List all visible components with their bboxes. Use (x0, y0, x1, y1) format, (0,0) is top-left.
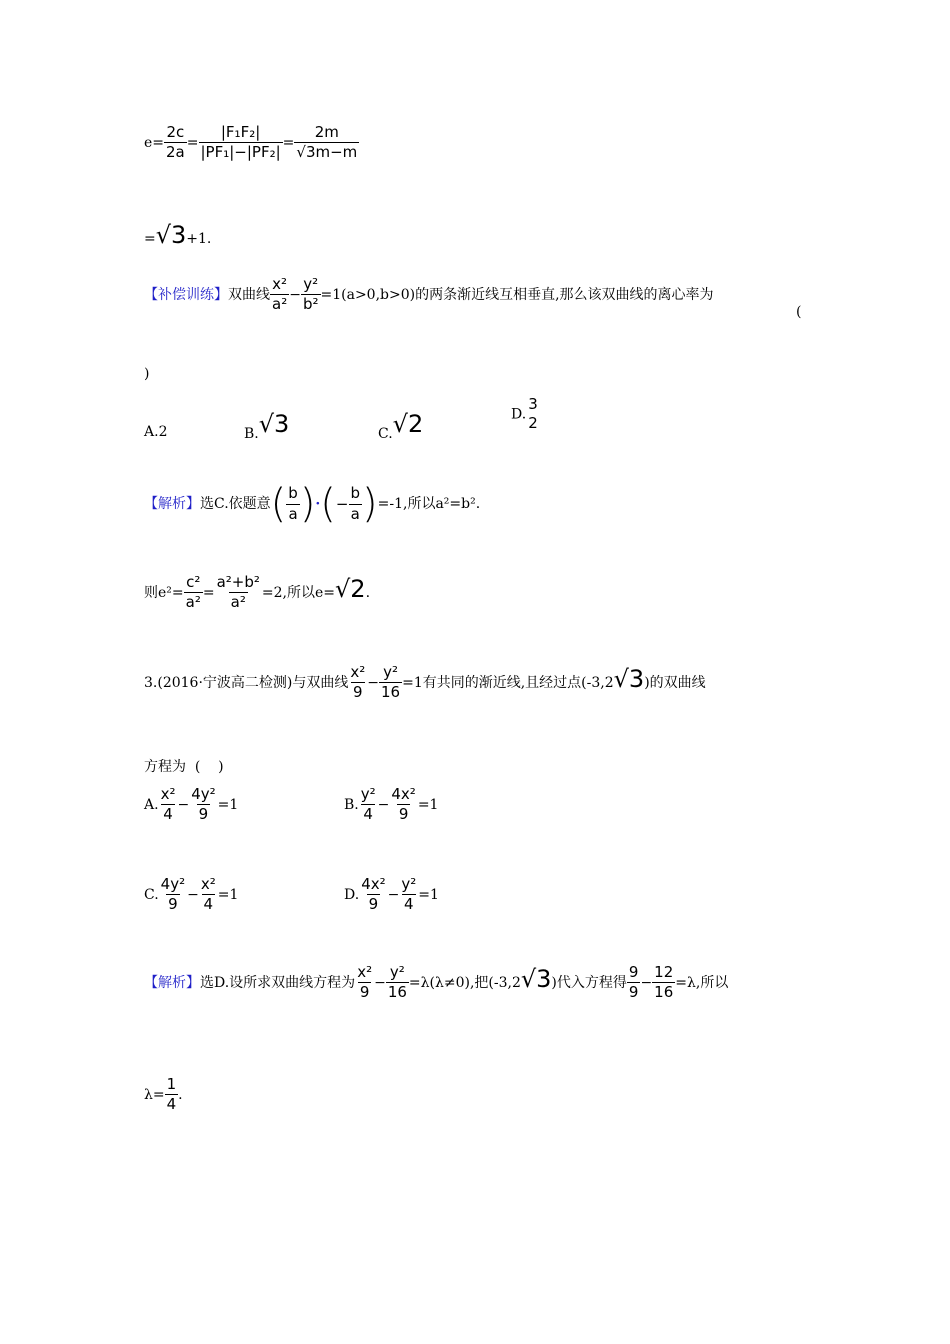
equals: = (202, 584, 215, 601)
denominator: 4 (166, 1095, 177, 1114)
numerator: a²+b² (216, 573, 260, 591)
option-label: C. (378, 426, 393, 442)
solution-text: 选D.设所求双曲线方程为 (200, 974, 356, 991)
fraction-a2b2-a2 (215, 574, 262, 612)
solution-3-line-2 (144, 1076, 183, 1114)
solution-tag: 【解析】 (144, 974, 200, 991)
option-b (244, 410, 290, 442)
minus: − (177, 796, 190, 813)
dot: · (315, 496, 321, 512)
sqrt-3: √3 (258, 410, 290, 438)
numerator: 4y² (191, 785, 216, 803)
denominator: 4 (363, 805, 373, 824)
solution-text: =λ(λ≠0),把(-3,2 (408, 974, 521, 991)
minus: − (289, 286, 301, 303)
numerator: y² (401, 875, 417, 893)
numerator: y² (360, 785, 376, 803)
fraction-9-9 (627, 964, 641, 1002)
question-3-line-2: 方程为 ( ) (144, 759, 224, 775)
denominator: 4 (404, 895, 414, 914)
fraction-y2-b2 (301, 276, 321, 314)
fraction (359, 786, 378, 824)
question-3 (144, 664, 706, 702)
question-text: =1(a>0,b>0)的两条渐近线互相垂直,那么该双曲线的离心率为 (320, 286, 714, 303)
eccentricity-result (144, 221, 211, 249)
numerator: x² (272, 275, 288, 293)
minus: − (377, 796, 390, 813)
numerator: y² (383, 663, 398, 681)
numerator: 4y² (160, 875, 186, 893)
solution-text: )代入方程得 (551, 974, 627, 991)
numerator: 2c (166, 123, 185, 141)
numerator: y² (389, 963, 405, 981)
paren-right-icon: ) (299, 481, 316, 527)
option-label: A. (144, 424, 159, 440)
fraction-b-a (348, 485, 362, 523)
numerator: 9 (628, 963, 639, 981)
answer-paren-close: ) (144, 366, 150, 382)
fraction (159, 786, 178, 824)
minus: − (387, 886, 400, 903)
numerator: c² (186, 573, 201, 591)
denominator: a (288, 504, 298, 523)
option-a (144, 424, 167, 440)
denominator: 9 (628, 983, 639, 1002)
e-lhs: e= (144, 134, 165, 151)
denominator: 2a (166, 143, 185, 162)
equals-one: =1 (418, 886, 439, 903)
option-label: D. (344, 886, 360, 903)
question-tag: 【补偿训练】 (144, 286, 228, 303)
solution-text: 则e²= (144, 584, 184, 601)
fraction-x2-a2 (270, 276, 289, 314)
sqrt-3: √3 (613, 664, 645, 693)
denominator: a² (230, 593, 246, 612)
numerator: 3 (528, 395, 538, 413)
equals-one: =1 (217, 886, 239, 903)
denominator: a² (185, 593, 201, 612)
fraction (189, 786, 217, 824)
denominator: 4 (203, 895, 214, 914)
option-c (378, 410, 424, 442)
option-d (344, 876, 439, 914)
fraction-c2-a2 (184, 574, 203, 612)
solution-text: λ= (144, 1086, 165, 1103)
equals: = (144, 231, 156, 247)
numerator: x² (160, 785, 176, 803)
numerator: 2m (314, 123, 339, 141)
option-label: D. (511, 406, 527, 423)
denominator: a (350, 504, 360, 523)
paren-left-icon: ( (320, 481, 336, 527)
minus: − (640, 974, 653, 991)
equals: = (282, 134, 295, 151)
option-label: B. (344, 796, 359, 813)
option-label: C. (144, 886, 159, 903)
fraction-1-4 (165, 1076, 179, 1114)
denominator: 9 (198, 805, 209, 824)
fraction-x2-9 (355, 964, 374, 1002)
option-label: A. (144, 796, 159, 813)
solution-tag: 【解析】 (144, 496, 200, 512)
numerator: |F₁F₂| (220, 123, 261, 141)
option-c (144, 876, 238, 914)
denominator: 9 (353, 683, 363, 702)
numerator: x² (357, 963, 373, 981)
fraction-focal-distance (199, 124, 283, 162)
paren-right-icon: ) (362, 481, 378, 527)
denominator: 9 (398, 805, 409, 824)
option-value: 2 (158, 424, 168, 440)
denominator: 9 (368, 895, 379, 914)
option-b (344, 786, 438, 824)
equals: = (186, 134, 199, 151)
denominator-rest: m−m (315, 143, 358, 162)
numerator: 1 (166, 1075, 177, 1093)
sqrt-3: √3 (155, 221, 187, 249)
solution-line-1 (144, 481, 481, 527)
equals-one: =1 (417, 796, 439, 813)
fraction-2c-2a (164, 124, 187, 162)
equals-one: =1 (217, 796, 239, 813)
fraction-12-16 (652, 964, 675, 1002)
paren-left-icon: ( (270, 481, 287, 527)
denominator: 4 (163, 805, 173, 824)
fraction (199, 876, 218, 914)
fraction-3-2 (526, 396, 540, 433)
solution-text: 选C.依题意 (200, 496, 271, 512)
denominator: 16 (654, 983, 674, 1002)
denominator (294, 142, 359, 161)
option-d (511, 396, 540, 433)
denominator: b² (302, 295, 319, 314)
question-text: =1有共同的渐近线,且经过点(-3,2 (402, 674, 614, 691)
result-rest: +1. (186, 231, 212, 247)
sqrt-2: √2 (392, 410, 424, 438)
numerator: b (288, 484, 298, 503)
solution-text: =λ,所以 (675, 974, 729, 991)
fraction-2m (294, 124, 359, 162)
numerator: x² (350, 663, 366, 681)
solution-line-2 (144, 574, 370, 612)
fraction (359, 876, 387, 914)
minus: − (374, 974, 386, 991)
fraction (159, 876, 187, 914)
period: . (365, 584, 371, 601)
denominator: 9 (168, 895, 178, 914)
numerator: 4x² (361, 875, 386, 893)
sqrt-2: √2 (335, 574, 366, 603)
sqrt-3: √3 (520, 964, 552, 993)
fraction (399, 876, 418, 914)
question-text: 双曲线 (228, 286, 270, 303)
question-text: 3.(2016·宁波高二检测)与双曲线 (144, 674, 349, 691)
denominator: |PF₁|−|PF₂| (200, 143, 281, 162)
solution-3-line-1 (144, 964, 728, 1002)
solution-text: =-1,所以a²=b². (377, 496, 481, 512)
sqrt-3: √3 (296, 143, 316, 162)
minus: − (187, 886, 199, 903)
denominator: 2 (528, 414, 538, 433)
eccentricity-derivation (144, 124, 359, 162)
denominator: 9 (359, 983, 370, 1002)
denominator: 16 (387, 983, 407, 1002)
solution-text: =2,所以e= (261, 584, 336, 601)
period: . (178, 1086, 183, 1103)
answer-paren-open: ( (796, 304, 802, 320)
minus: − (367, 674, 379, 691)
fraction-b-a (286, 485, 300, 523)
minus: − (335, 495, 349, 513)
denominator: 16 (381, 683, 401, 702)
numerator: 12 (654, 963, 674, 981)
practice-question (144, 276, 714, 314)
numerator: b (350, 484, 361, 503)
fraction-y2-16 (379, 664, 402, 702)
option-a (144, 786, 238, 824)
numerator: y² (303, 275, 319, 293)
numerator: x² (200, 875, 216, 893)
numerator: 4x² (391, 785, 416, 803)
denominator: a² (272, 295, 288, 314)
question-text: )的双曲线 (644, 674, 706, 691)
option-label: B. (244, 426, 259, 442)
fraction (389, 786, 417, 824)
fraction-y2-16 (386, 964, 409, 1002)
fraction-x2-9 (348, 664, 367, 702)
